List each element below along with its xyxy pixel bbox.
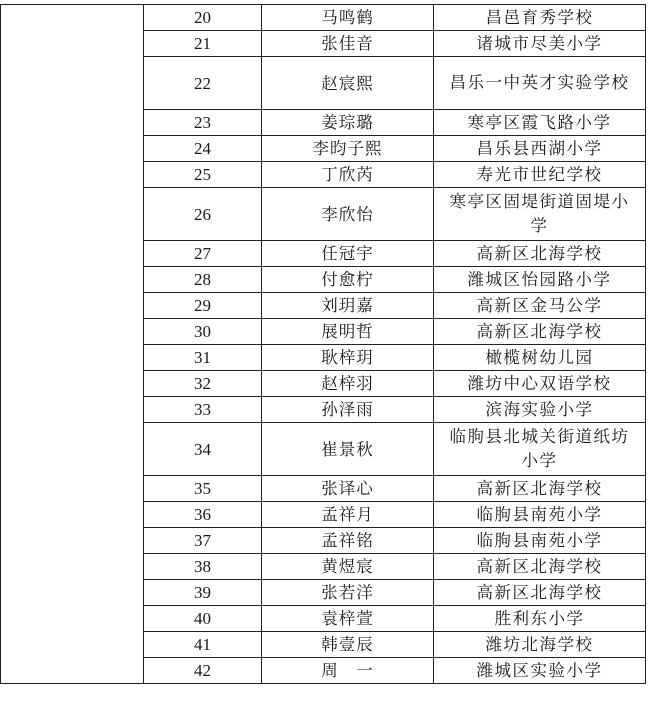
school-name: 橄榄树幼儿园 [434, 345, 646, 371]
school-name: 高新区金马公学 [434, 293, 646, 319]
row-number: 37 [144, 528, 262, 554]
student-name: 赵宸熙 [262, 57, 434, 110]
row-number: 31 [144, 345, 262, 371]
school-name: 昌邑育秀学校 [434, 5, 646, 31]
school-name: 高新区北海学校 [434, 476, 646, 502]
row-number: 29 [144, 293, 262, 319]
school-name: 潍城区怡园路小学 [434, 267, 646, 293]
school-name: 高新区北海学校 [434, 319, 646, 345]
school-name: 昌乐一中英才实验学校 [434, 57, 646, 110]
school-name: 高新区北海学校 [434, 554, 646, 580]
student-name: 周 一 [262, 658, 434, 684]
roster-body [1, 5, 646, 684]
row-number: 38 [144, 554, 262, 580]
student-name: 姜琮璐 [262, 110, 434, 136]
student-name: 李欣怡 [262, 188, 434, 241]
school-name: 潍坊北海学校 [434, 632, 646, 658]
row-number: 27 [144, 241, 262, 267]
row-number: 39 [144, 580, 262, 606]
row-number: 40 [144, 606, 262, 632]
row-number: 23 [144, 110, 262, 136]
school-name: 寒亭区霞飞路小学 [434, 110, 646, 136]
student-name: 马鸣鹤 [262, 5, 434, 31]
student-name: 孟祥月 [262, 502, 434, 528]
row-number: 26 [144, 188, 262, 241]
student-roster-table [0, 4, 646, 684]
row-number: 35 [144, 476, 262, 502]
student-name: 孟祥铭 [262, 528, 434, 554]
row-number: 36 [144, 502, 262, 528]
school-name: 寿光市世纪学校 [434, 162, 646, 188]
school-name: 滨海实验小学 [434, 397, 646, 423]
school-name: 高新区北海学校 [434, 580, 646, 606]
school-name: 高新区北海学校 [434, 241, 646, 267]
student-name: 付愈柠 [262, 267, 434, 293]
school-name: 潍城区实验小学 [434, 658, 646, 684]
row-number: 34 [144, 423, 262, 476]
row-number: 22 [144, 57, 262, 110]
row-number: 28 [144, 267, 262, 293]
row-number: 21 [144, 31, 262, 57]
school-name: 寒亭区固堤街道固堤小学 [434, 188, 646, 241]
school-name: 昌乐县西湖小学 [434, 136, 646, 162]
student-name: 赵梓羽 [262, 371, 434, 397]
student-name: 展明哲 [262, 319, 434, 345]
row-number: 24 [144, 136, 262, 162]
student-name: 张佳音 [262, 31, 434, 57]
student-name: 丁欣芮 [262, 162, 434, 188]
student-name: 袁梓萱 [262, 606, 434, 632]
row-number: 41 [144, 632, 262, 658]
student-name: 任冠宇 [262, 241, 434, 267]
student-name: 耿梓玥 [262, 345, 434, 371]
student-name: 张译心 [262, 476, 434, 502]
student-name: 李昀子熙 [262, 136, 434, 162]
table-row [1, 5, 646, 31]
row-number: 30 [144, 319, 262, 345]
school-name: 临朐县北城关街道纸坊小学 [434, 423, 646, 476]
student-name: 崔景秋 [262, 423, 434, 476]
row-number: 42 [144, 658, 262, 684]
student-name: 黄煜宸 [262, 554, 434, 580]
row-number: 33 [144, 397, 262, 423]
school-name: 胜利东小学 [434, 606, 646, 632]
row-number: 25 [144, 162, 262, 188]
group-cell [1, 5, 144, 684]
school-name: 诸城市尽美小学 [434, 31, 646, 57]
row-number: 32 [144, 371, 262, 397]
student-name: 刘玥嘉 [262, 293, 434, 319]
school-name: 潍坊中心双语学校 [434, 371, 646, 397]
school-name: 临朐县南苑小学 [434, 502, 646, 528]
row-number: 20 [144, 5, 262, 31]
school-name: 临朐县南苑小学 [434, 528, 646, 554]
student-name: 孙泽雨 [262, 397, 434, 423]
student-name: 韩壹辰 [262, 632, 434, 658]
student-name: 张若洋 [262, 580, 434, 606]
